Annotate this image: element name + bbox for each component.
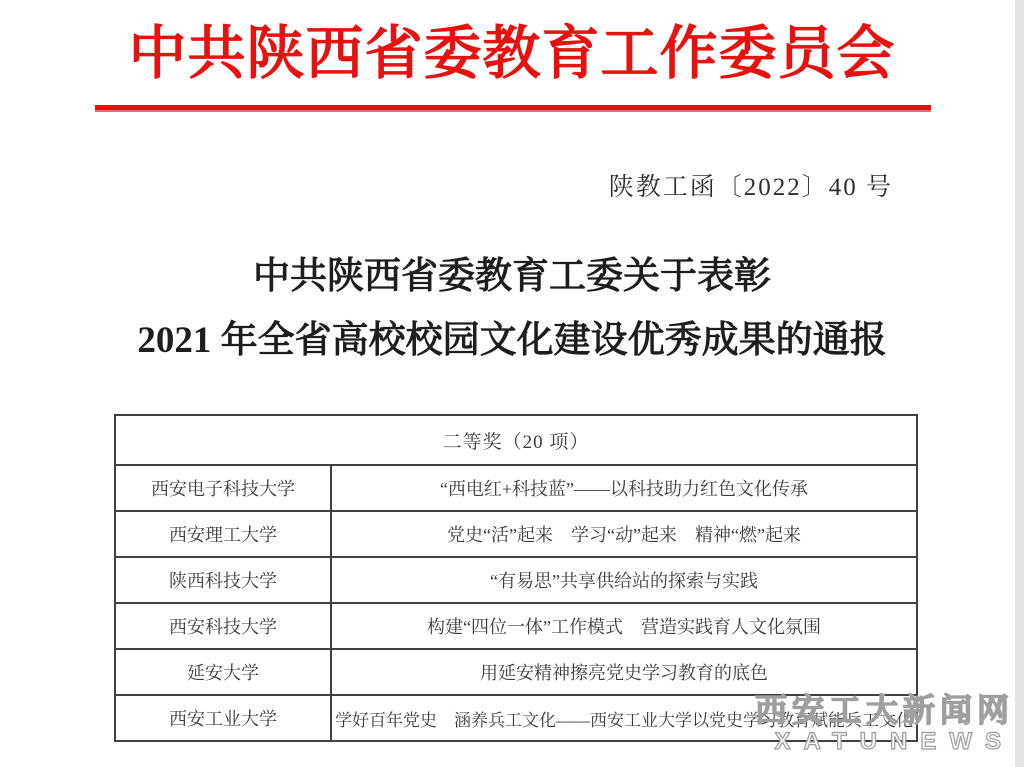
table-row (115, 695, 917, 741)
letterhead-red-divider (95, 105, 931, 112)
letterhead-org-title: 中共陕西省委教育工作委员会 (128, 21, 896, 86)
achievement-cell: 构建“四位一体”工作模式 营造实践育人文化氛围 (331, 603, 917, 649)
university-cell: 西安工业大学 (115, 695, 331, 741)
achievement-cell: “西电红+科技蓝”——以科技助力红色文化传承 (331, 465, 917, 511)
table-row (115, 511, 917, 557)
table-row (115, 649, 917, 695)
university-cell: 西安科技大学 (115, 603, 331, 649)
document-title (0, 245, 1024, 373)
document-title-line1: 中共陕西省委教育工委关于表彰 (253, 256, 771, 297)
achievement-cell: 党史“活”起来 学习“动”起来 精神“燃”起来 (331, 511, 917, 557)
table-row (115, 603, 917, 649)
document-reference-number: 陕教工函〔2022〕40 号 (608, 174, 893, 201)
scan-edge-strip (1015, 0, 1024, 767)
watermark-latin-text: XATUNEWS (774, 728, 1014, 755)
table-row (115, 465, 917, 511)
document-title-line2: 2021 年全省高校校园文化建设优秀成果的通报 (137, 320, 887, 361)
university-cell: 西安理工大学 (115, 511, 331, 557)
achievement-cell: “有易思”共享供给站的探索与实践 (331, 557, 917, 603)
watermark-chinese-text: 西安工大新闻网 (754, 692, 1014, 728)
tier-header-row (115, 415, 917, 465)
tier-header-cell: 二等奖（20 项） (115, 415, 917, 465)
table-row (115, 557, 917, 603)
achievement-cell: 学好百年党史 涵养兵工文化——西安工业大学以党史学习教育赋能兵工文化 (331, 695, 917, 741)
university-cell: 延安大学 (115, 649, 331, 695)
university-cell: 陕西科技大学 (115, 557, 331, 603)
university-cell: 西安电子科技大学 (115, 465, 331, 511)
awards-table (114, 414, 918, 742)
achievement-cell: 用延安精神擦亮党史学习教育的底色 (331, 649, 917, 695)
